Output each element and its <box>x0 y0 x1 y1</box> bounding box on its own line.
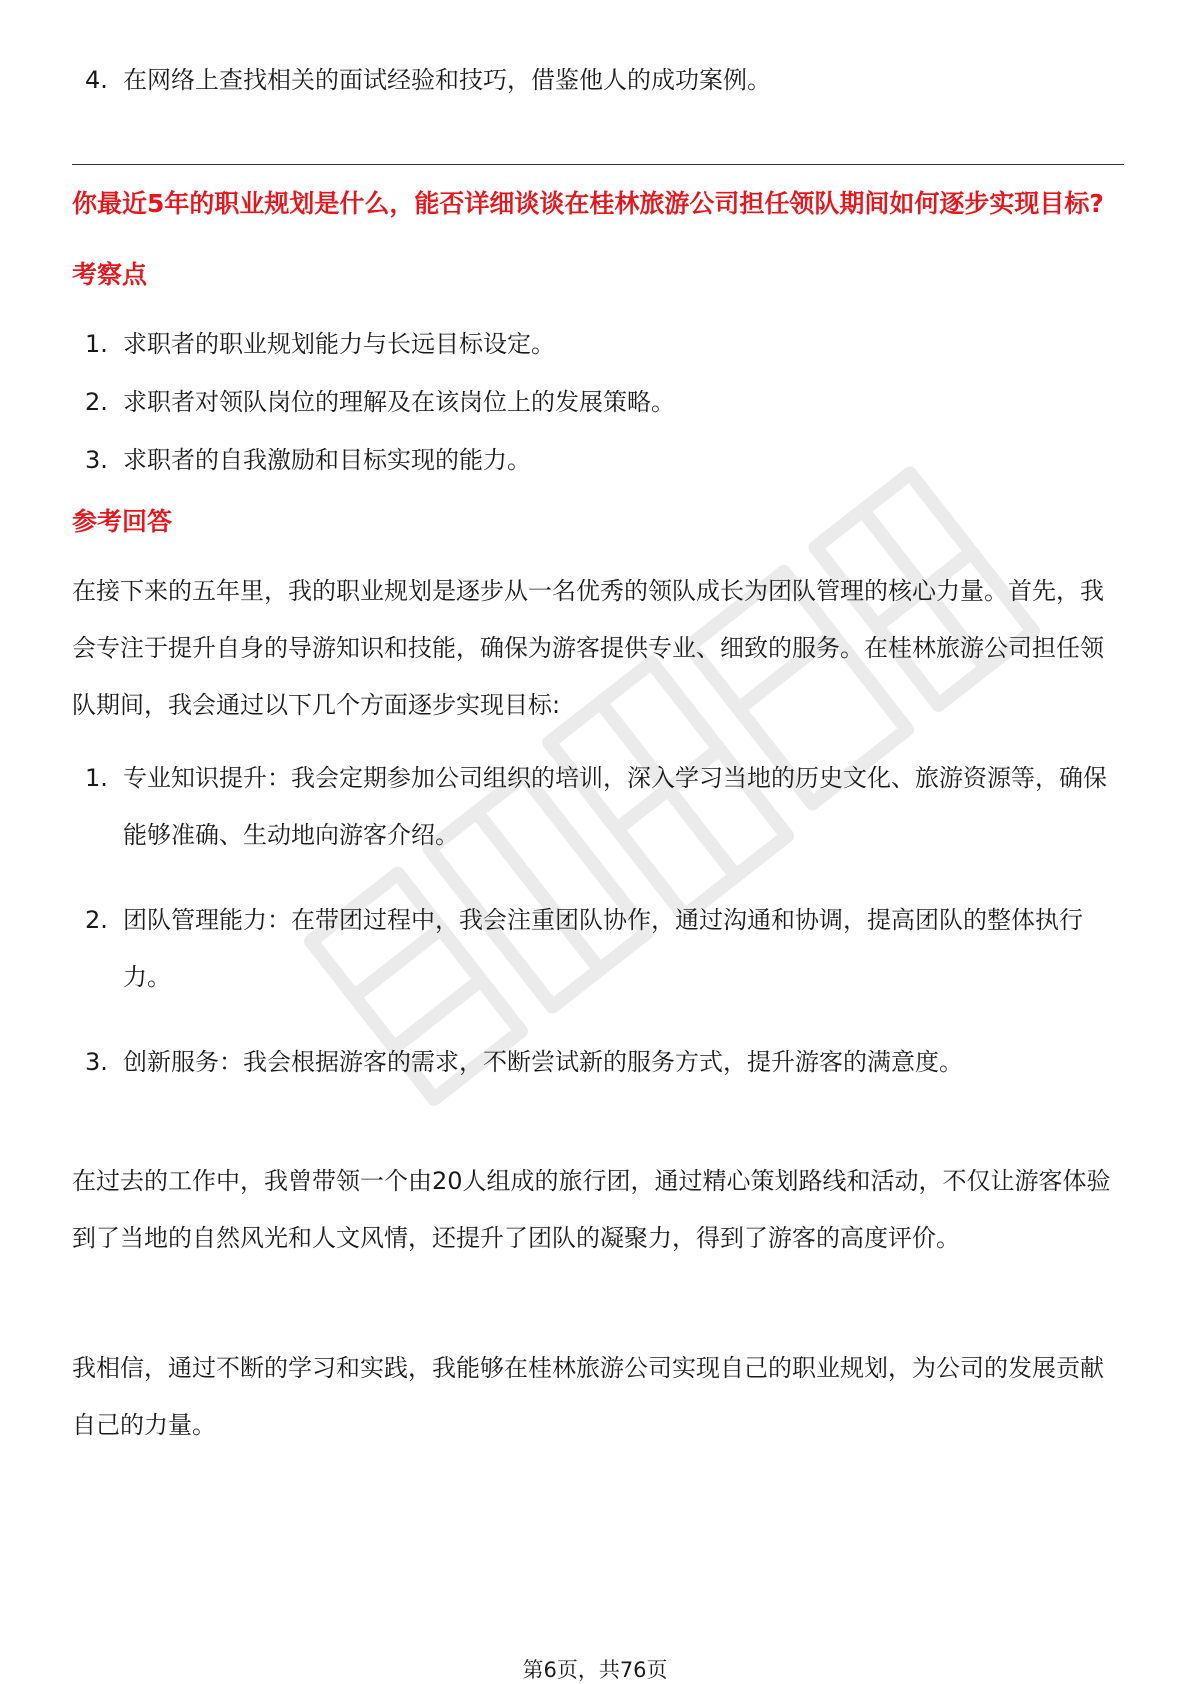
answer-title: 参考回答 <box>72 507 173 536</box>
answer-intro: 在接下来的五年里，我的职业规划是逐步从一名优秀的领队成长为团队管理的核心力量。首先，我会专注于提升自身的导游知识和技能，确保为游客提供专业、细致的服务。在桂林旅游公司担任领队期间，我会通过以下几个方面逐步实现目标: <box>72 577 1104 719</box>
list-item <box>80 1034 1120 1091</box>
answer-experience: 在过去的工作中，我曾带领一个由20人组成的旅行团，通过精心策划路线和活动，不仅让游客体验到了当地的自然风光和人文风情，还提升了团队的凝聚力，得到了游客的高度评价。 <box>72 1167 1111 1252</box>
list-item-text: 求职者的职业规划能力与长远目标设定。 <box>123 330 555 358</box>
list-item-text: 在网络上查找相关的面试经验和技巧，借鉴他人的成功案例。 <box>123 66 771 94</box>
answer-conclusion: 我相信，通过不断的学习和实践，我能够在桂林旅游公司实现自己的职业规划，为公司的发展贡献自己的力量。 <box>72 1354 1104 1439</box>
answer-list <box>80 750 1120 1119</box>
list-item <box>80 442 1120 478</box>
list-item-text: 求职者对领队岗位的理解及在该岗位上的发展策略。 <box>123 388 675 416</box>
list-item-text: 求职者的自我激励和目标实现的能力。 <box>123 446 531 474</box>
list-item-text: 团队管理能力：在带团过程中，我会注重团队协作，通过沟通和协调，提高团队的整体执行力。 <box>123 906 1083 991</box>
page-number: 第6页，共76页 <box>522 1658 668 1682</box>
list-item <box>80 384 1120 420</box>
list-item-text: 创新服务：我会根据游客的需求，不断尝试新的服务方式，提升游客的满意度。 <box>123 1048 963 1076</box>
section-divider <box>72 164 1124 165</box>
list-number: 1. <box>85 330 108 358</box>
points-list <box>80 326 1120 500</box>
list-number: 2. <box>85 388 108 416</box>
list-number: 3. <box>85 446 108 474</box>
list-number: 2. <box>85 906 108 934</box>
list-number: 4. <box>85 66 108 94</box>
points-title: 考察点 <box>72 260 148 289</box>
list-item <box>80 892 1120 1006</box>
list-item <box>80 326 1120 362</box>
list-item <box>80 750 1120 864</box>
list-number: 3. <box>85 1048 108 1076</box>
previous-list-item <box>80 62 771 98</box>
question-heading: 你最近5年的职业规划是什么，能否详细谈谈在桂林旅游公司担任领队期间如何逐步实现目标? <box>72 189 1104 218</box>
list-item-text: 专业知识提升：我会定期参加公司组织的培训，深入学习当地的历史文化、旅游资源等，确保能够准确、生动地向游客介绍。 <box>123 764 1107 849</box>
list-number: 1. <box>85 764 108 792</box>
